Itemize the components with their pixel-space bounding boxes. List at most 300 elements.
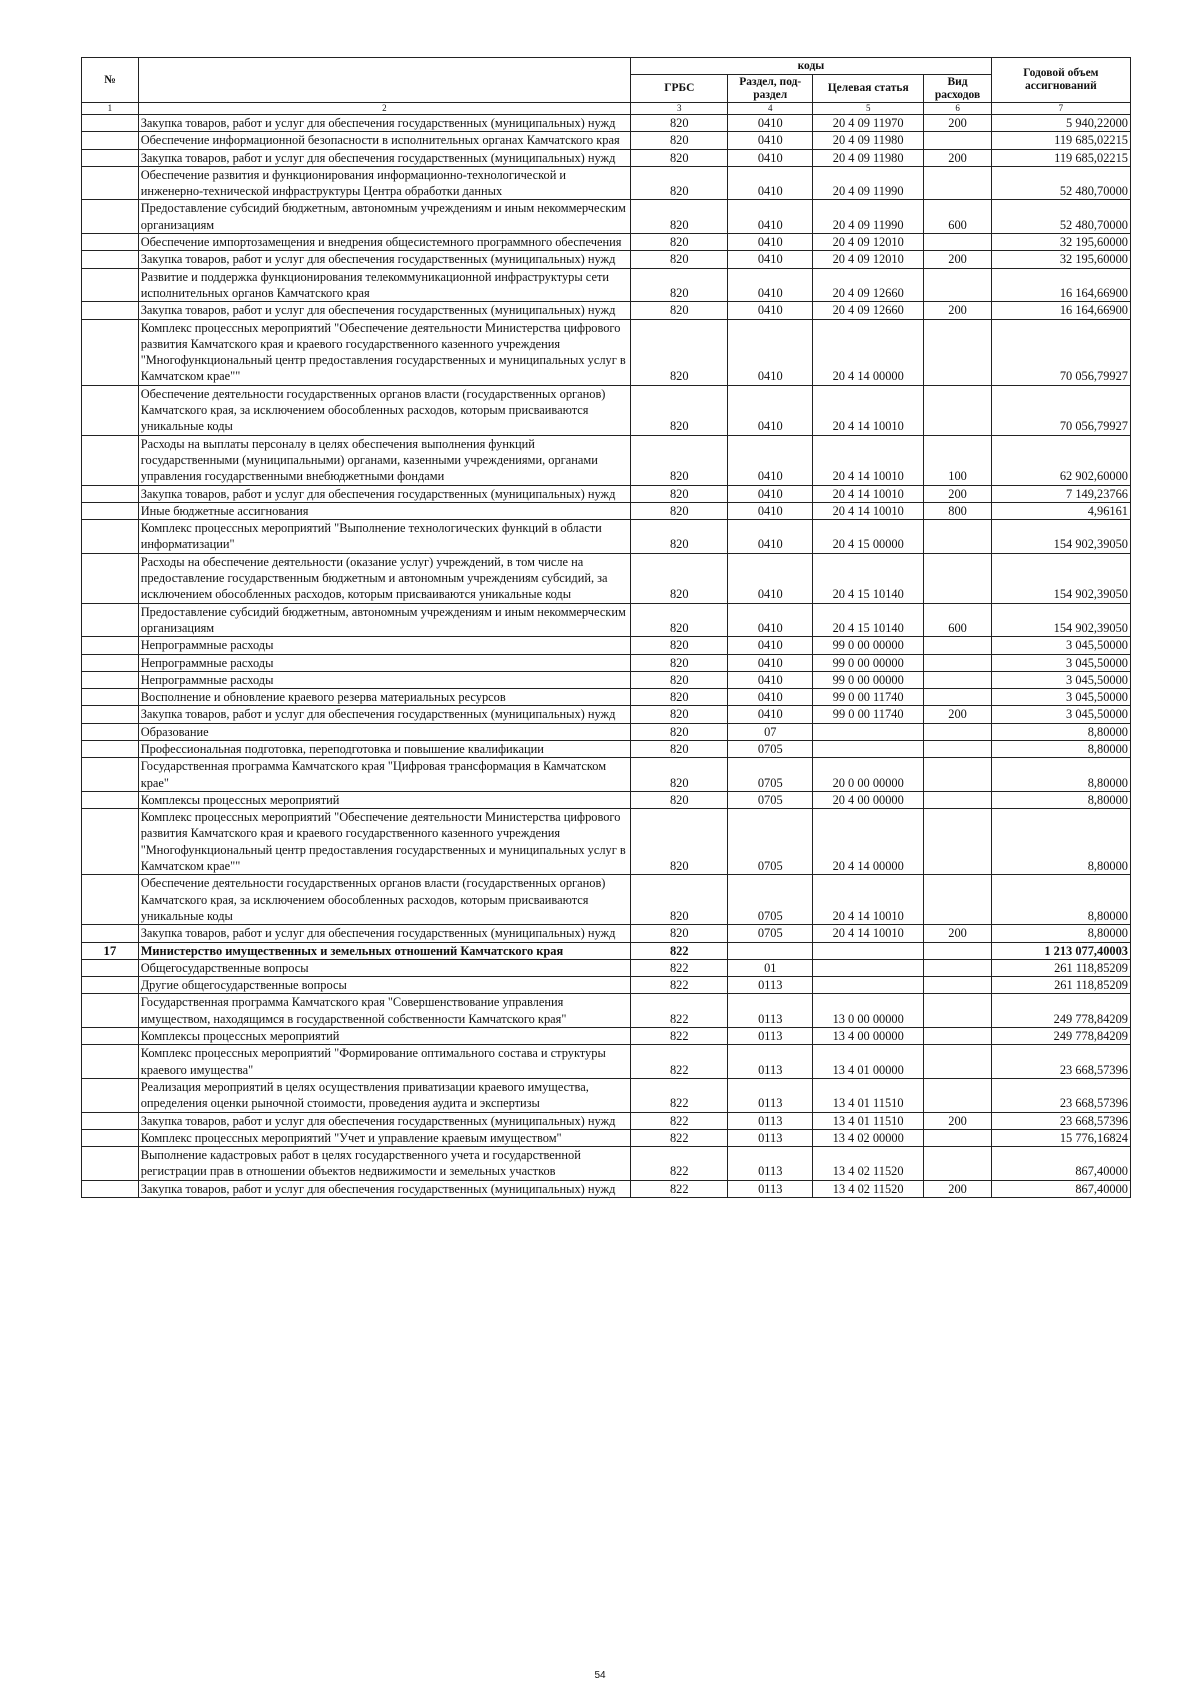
row-sum: 249 778,84209 [991,1028,1130,1045]
row-sum: 249 778,84209 [991,994,1130,1028]
table-row [82,671,1131,688]
row-number [82,671,139,688]
row-name: Предоставление субсидий бюджетным, автономным учреждениям и иным некоммерческим организациям [138,200,630,234]
table-row [82,791,1131,808]
row-target: 99 0 00 00000 [813,654,924,671]
table-row [82,319,1131,385]
row-number [82,706,139,723]
table-row [82,925,1131,942]
row-target: 13 4 01 11510 [813,1112,924,1129]
row-name: Выполнение кадастровых работ в целях государственного учета и государственной регистрации прав в отношении объектов недвижимости и земельных участков [138,1147,630,1181]
row-number [82,1028,139,1045]
table-row [82,689,1131,706]
table-row [82,553,1131,603]
row-name: Общегосударственные вопросы [138,959,630,976]
row-grbs: 822 [631,994,728,1028]
row-vid [924,942,991,959]
row-razdel: 0705 [728,791,813,808]
row-vid: 800 [924,502,991,519]
row-vid [924,234,991,251]
row-sum: 154 902,39050 [991,553,1130,603]
row-vid: 600 [924,603,991,637]
row-name: Обеспечение деятельности государственных органов власти (государственных органов) Камчатского края, за исключением обособленных расходов, которым присваиваются уникальные коды [138,385,630,435]
table-row [82,485,1131,502]
row-vid [924,132,991,149]
row-razdel: 0705 [728,740,813,757]
row-name: Обеспечение деятельности государственных органов власти (государственных органов) Камчатского края, за исключением обособленных расходов, которым присваиваются уникальные коды [138,875,630,925]
row-target: 99 0 00 00000 [813,637,924,654]
row-sum: 867,40000 [991,1180,1130,1197]
row-razdel: 0705 [728,875,813,925]
row-name: Закупка товаров, работ и услуг для обеспечения государственных (муниципальных) нужд [138,925,630,942]
row-grbs: 820 [631,740,728,757]
row-number [82,1180,139,1197]
row-name: Закупка товаров, работ и услуг для обеспечения государственных (муниципальных) нужд [138,251,630,268]
row-sum: 154 902,39050 [991,603,1130,637]
row-sum: 32 195,60000 [991,251,1130,268]
table-row [82,1180,1131,1197]
row-number [82,637,139,654]
row-razdel: 0410 [728,553,813,603]
row-razdel: 0410 [728,115,813,132]
row-target: 20 4 15 10140 [813,553,924,603]
row-number [82,385,139,435]
row-target: 13 0 00 00000 [813,994,924,1028]
row-razdel: 0113 [728,1180,813,1197]
row-name: Закупка товаров, работ и услуг для обеспечения государственных (муниципальных) нужд [138,115,630,132]
row-razdel: 0410 [728,132,813,149]
table-row [82,977,1131,994]
row-target: 13 4 02 00000 [813,1129,924,1146]
row-target: 20 4 14 10010 [813,485,924,502]
row-target: 20 4 15 00000 [813,520,924,554]
row-number [82,791,139,808]
row-number: 17 [82,942,139,959]
row-target: 20 4 09 12010 [813,234,924,251]
row-grbs: 822 [631,1045,728,1079]
table-row [82,385,1131,435]
row-sum: 23 668,57396 [991,1078,1130,1112]
header-target: Целевая статья [813,75,924,103]
row-grbs: 820 [631,791,728,808]
row-grbs: 820 [631,166,728,200]
row-number [82,654,139,671]
header-vid: Вид расходов [924,75,991,103]
row-name: Министерство имущественных и земельных отношений Камчатского края [138,942,630,959]
row-grbs: 820 [631,637,728,654]
row-vid [924,809,991,875]
row-vid [924,1078,991,1112]
table-row [82,758,1131,792]
row-number [82,689,139,706]
row-target: 20 4 14 00000 [813,319,924,385]
page-number: 54 [594,1670,606,1681]
row-target: 20 4 14 10010 [813,875,924,925]
row-vid: 600 [924,200,991,234]
row-grbs: 820 [631,435,728,485]
row-number [82,251,139,268]
row-sum: 8,80000 [991,740,1130,757]
row-target [813,942,924,959]
row-sum: 3 045,50000 [991,706,1130,723]
row-razdel: 0410 [728,435,813,485]
table-row [82,723,1131,740]
row-sum: 62 902,60000 [991,435,1130,485]
row-number [82,302,139,319]
row-razdel: 07 [728,723,813,740]
row-target: 13 4 02 11520 [813,1180,924,1197]
row-grbs: 822 [631,1180,728,1197]
row-target: 20 4 09 11980 [813,149,924,166]
row-name: Закупка товаров, работ и услуг для обеспечения государственных (муниципальных) нужд [138,1180,630,1197]
row-number [82,268,139,302]
row-grbs: 820 [631,302,728,319]
row-name: Закупка товаров, работ и услуг для обеспечения государственных (муниципальных) нужд [138,1112,630,1129]
row-razdel: 0410 [728,502,813,519]
row-grbs: 820 [631,520,728,554]
row-vid [924,791,991,808]
row-razdel: 0410 [728,689,813,706]
table-row [82,200,1131,234]
row-number [82,1147,139,1181]
row-number [82,435,139,485]
row-vid [924,1147,991,1181]
row-number [82,1129,139,1146]
table-row [82,435,1131,485]
row-sum: 8,80000 [991,809,1130,875]
row-number [82,1112,139,1129]
row-grbs: 822 [631,1112,728,1129]
row-sum: 23 668,57396 [991,1112,1130,1129]
row-sum: 70 056,79927 [991,385,1130,435]
row-sum: 154 902,39050 [991,520,1130,554]
row-target [813,959,924,976]
row-sum: 3 045,50000 [991,654,1130,671]
row-name: Закупка товаров, работ и услуг для обеспечения государственных (муниципальных) нужд [138,706,630,723]
row-grbs: 820 [631,200,728,234]
row-target: 20 4 15 10140 [813,603,924,637]
row-vid [924,689,991,706]
row-grbs: 820 [631,149,728,166]
row-grbs: 820 [631,875,728,925]
row-sum: 261 118,85209 [991,959,1130,976]
row-grbs: 820 [631,723,728,740]
table-row [82,1112,1131,1129]
row-grbs: 820 [631,654,728,671]
row-number [82,166,139,200]
table-row [82,502,1131,519]
table-row [82,234,1131,251]
row-razdel: 0410 [728,485,813,502]
row-razdel: 0410 [728,603,813,637]
row-grbs: 822 [631,1078,728,1112]
row-vid: 200 [924,251,991,268]
row-target [813,977,924,994]
row-number [82,1045,139,1079]
row-grbs: 820 [631,115,728,132]
row-grbs: 820 [631,251,728,268]
row-sum: 52 480,70000 [991,166,1130,200]
row-grbs: 820 [631,706,728,723]
row-name: Восполнение и обновление краевого резерва материальных ресурсов [138,689,630,706]
row-razdel [728,942,813,959]
row-sum: 1 213 077,40003 [991,942,1130,959]
row-number [82,234,139,251]
row-razdel: 0410 [728,385,813,435]
table-row [82,1045,1131,1079]
row-sum: 4,96161 [991,502,1130,519]
row-razdel: 0410 [728,234,813,251]
row-vid [924,994,991,1028]
row-vid [924,723,991,740]
row-sum: 8,80000 [991,925,1130,942]
row-razdel: 0113 [728,1028,813,1045]
row-target: 99 0 00 11740 [813,689,924,706]
row-target: 20 4 09 12010 [813,251,924,268]
row-vid [924,671,991,688]
table-row [82,251,1131,268]
colnum: 5 [813,103,924,115]
row-razdel: 0113 [728,1112,813,1129]
table-row [82,603,1131,637]
row-sum: 32 195,60000 [991,234,1130,251]
table-row [82,1028,1131,1045]
row-target: 20 4 14 00000 [813,809,924,875]
row-vid [924,637,991,654]
row-target: 20 4 14 10010 [813,435,924,485]
row-name: Комплекс процессных мероприятий "Формирование оптимального состава и структуры краевого имущества" [138,1045,630,1079]
row-vid: 200 [924,149,991,166]
row-razdel: 0410 [728,268,813,302]
row-sum: 23 668,57396 [991,1045,1130,1079]
row-sum: 867,40000 [991,1147,1130,1181]
row-grbs: 820 [631,485,728,502]
row-razdel: 0113 [728,977,813,994]
row-target [813,740,924,757]
row-name: Иные бюджетные ассигнования [138,502,630,519]
row-name: Обеспечение информационной безопасности в исполнительных органах Камчатского края [138,132,630,149]
row-razdel: 0410 [728,654,813,671]
row-number [82,485,139,502]
row-grbs: 820 [631,809,728,875]
row-razdel: 0113 [728,1045,813,1079]
row-number [82,1078,139,1112]
table-row [82,706,1131,723]
table-row [82,268,1131,302]
table-row [82,166,1131,200]
row-target: 13 4 01 00000 [813,1045,924,1079]
row-vid: 200 [924,1112,991,1129]
table-row [82,959,1131,976]
row-razdel: 0113 [728,994,813,1028]
colnum: 2 [138,103,630,115]
row-sum: 3 045,50000 [991,637,1130,654]
row-sum: 3 045,50000 [991,671,1130,688]
row-grbs: 822 [631,1028,728,1045]
row-grbs: 820 [631,319,728,385]
row-razdel: 0410 [728,637,813,654]
row-vid: 200 [924,706,991,723]
row-target: 20 4 09 12660 [813,268,924,302]
row-vid [924,520,991,554]
row-number [82,200,139,234]
row-razdel: 0113 [728,1078,813,1112]
budget-table [81,57,1131,1198]
row-vid [924,959,991,976]
table-row [82,1078,1131,1112]
row-grbs: 820 [631,502,728,519]
row-grbs: 822 [631,959,728,976]
row-sum: 5 940,22000 [991,115,1130,132]
row-grbs: 822 [631,942,728,959]
table-row [82,302,1131,319]
row-razdel: 0113 [728,1147,813,1181]
row-sum: 119 685,02215 [991,132,1130,149]
row-sum: 52 480,70000 [991,200,1130,234]
row-razdel: 0410 [728,520,813,554]
table-body [82,115,1131,1198]
table-row [82,520,1131,554]
row-target: 20 4 09 11990 [813,166,924,200]
row-grbs: 820 [631,758,728,792]
table-row [82,637,1131,654]
colnum: 4 [728,103,813,115]
row-grbs: 820 [631,268,728,302]
row-razdel: 01 [728,959,813,976]
row-vid: 200 [924,485,991,502]
row-vid: 200 [924,302,991,319]
row-grbs: 820 [631,671,728,688]
row-sum: 8,80000 [991,723,1130,740]
row-name: Развитие и поддержка функционирования телекоммуникационной инфраструктуры сети исполнительных органов Камчатского края [138,268,630,302]
row-target: 20 4 14 10010 [813,502,924,519]
row-target: 13 4 00 00000 [813,1028,924,1045]
row-grbs: 820 [631,385,728,435]
row-razdel: 0705 [728,925,813,942]
row-target: 99 0 00 00000 [813,671,924,688]
header-name [138,58,630,103]
row-number [82,520,139,554]
row-razdel: 0705 [728,758,813,792]
row-sum: 261 118,85209 [991,977,1130,994]
row-name: Образование [138,723,630,740]
row-name: Комплекс процессных мероприятий "Обеспечение деятельности Министерства цифрового развития Камчатского края и краевого государственного казенного учреждения "Многофункциональный центр предоставления государственных и муниципальных услуг в Камчатском крае"" [138,319,630,385]
row-target: 13 4 01 11510 [813,1078,924,1112]
row-number [82,740,139,757]
row-number [82,977,139,994]
row-number [82,809,139,875]
row-name: Комплекс процессных мероприятий "Учет и управление краевым имуществом" [138,1129,630,1146]
row-target: 20 4 00 00000 [813,791,924,808]
row-target: 13 4 02 11520 [813,1147,924,1181]
row-vid [924,758,991,792]
table-row [82,994,1131,1028]
row-razdel: 0410 [728,166,813,200]
row-target [813,723,924,740]
row-razdel: 0113 [728,1129,813,1146]
row-name: Государственная программа Камчатского края "Цифровая трансформация в Камчатском крае" [138,758,630,792]
row-vid [924,977,991,994]
table-row [82,1129,1131,1146]
row-number [82,132,139,149]
row-vid [924,385,991,435]
table-row [82,654,1131,671]
row-number [82,925,139,942]
row-number [82,502,139,519]
row-vid [924,166,991,200]
row-razdel: 0410 [728,706,813,723]
row-number [82,959,139,976]
row-name: Закупка товаров, работ и услуг для обеспечения государственных (муниципальных) нужд [138,485,630,502]
row-number [82,875,139,925]
row-name: Непрограммные расходы [138,671,630,688]
row-grbs: 820 [631,603,728,637]
row-vid [924,268,991,302]
row-grbs: 820 [631,689,728,706]
row-number [82,319,139,385]
row-grbs: 820 [631,925,728,942]
row-name: Комплекс процессных мероприятий "Обеспечение деятельности Министерства цифрового развития Камчатского края и краевого государственного казенного учреждения "Многофункциональный центр предоставления государственных и муниципальных услуг в Камчатском крае"" [138,809,630,875]
header-volume: Годовой объем ассигнований [991,58,1130,103]
row-grbs: 822 [631,1129,728,1146]
row-name: Расходы на обеспечение деятельности (оказание услуг) учреждений, в том числе на предоставление государственным бюджетным и автономным учреждениям субсидий, за исключением обособленных расходов, которым присваиваются уникальные коды [138,553,630,603]
header-razdel: Раздел, под-раздел [728,75,813,103]
row-sum: 8,80000 [991,758,1130,792]
row-name: Комплексы процессных мероприятий [138,791,630,808]
row-target: 20 4 09 12660 [813,302,924,319]
row-number [82,723,139,740]
row-vid [924,1028,991,1045]
row-name: Комплексы процессных мероприятий [138,1028,630,1045]
row-name: Комплекс процессных мероприятий "Выполнение технологических функций в области информатизации" [138,520,630,554]
row-razdel: 0410 [728,671,813,688]
row-razdel: 0705 [728,809,813,875]
table-row [82,149,1131,166]
row-name: Закупка товаров, работ и услуг для обеспечения государственных (муниципальных) нужд [138,302,630,319]
row-name: Профессиональная подготовка, переподготовка и повышение квалификации [138,740,630,757]
row-vid [924,875,991,925]
row-number [82,994,139,1028]
row-sum: 7 149,23766 [991,485,1130,502]
row-target: 20 4 09 11970 [813,115,924,132]
table-row [82,740,1131,757]
row-vid [924,654,991,671]
row-razdel: 0410 [728,302,813,319]
header-grbs: ГРБС [631,75,728,103]
table-row [82,875,1131,925]
row-sum: 15 776,16824 [991,1129,1130,1146]
row-vid [924,740,991,757]
row-vid: 200 [924,925,991,942]
row-sum: 8,80000 [991,875,1130,925]
row-vid: 100 [924,435,991,485]
row-vid [924,1045,991,1079]
row-name: Государственная программа Камчатского края "Совершенствование управления имуществом, находящимся в государственной собственности Камчатского края" [138,994,630,1028]
row-name: Расходы на выплаты персоналу в целях обеспечения выполнения функций государственными (муниципальными) органами, казенными учреждениями, органами управления государственными внебюджетными фондами [138,435,630,485]
colnum: 3 [631,103,728,115]
row-name: Непрограммные расходы [138,637,630,654]
row-number [82,149,139,166]
row-target: 20 4 09 11980 [813,132,924,149]
row-vid [924,1129,991,1146]
row-name: Закупка товаров, работ и услуг для обеспечения государственных (муниципальных) нужд [138,149,630,166]
row-razdel: 0410 [728,200,813,234]
row-name: Предоставление субсидий бюджетным, автономным учреждениям и иным некоммерческим организациям [138,603,630,637]
row-sum: 119 685,02215 [991,149,1130,166]
row-name: Непрограммные расходы [138,654,630,671]
row-target: 20 4 09 11990 [813,200,924,234]
row-target: 20 4 14 10010 [813,385,924,435]
